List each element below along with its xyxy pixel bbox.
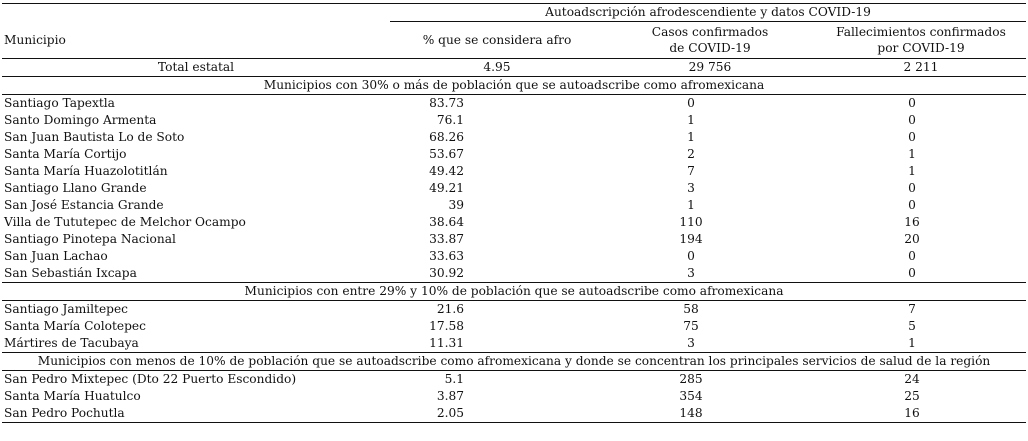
cell-pct: 2.05	[390, 405, 604, 423]
cell-municipio: San Sebastián Ixcapa	[2, 265, 390, 283]
cell-fallecimientos: 16	[904, 215, 920, 229]
total-fallecimientos: 2 211	[816, 59, 1026, 77]
cell-fallecimientos: 0	[908, 249, 916, 263]
cell-fallecimientos: 24	[904, 372, 920, 386]
cell-municipio: Santa María Huatulco	[4, 389, 141, 403]
cell-casos: 1	[687, 113, 695, 127]
total-pct: 4.95	[390, 59, 604, 77]
col-header-fallecimientos	[816, 22, 1026, 59]
cell-fallecimientos: 25	[904, 389, 920, 403]
section-title: Municipios con 30% o más de población que se autoadscribe como afromexicana	[2, 77, 1026, 95]
group-header-row	[2, 4, 1026, 22]
table-row	[2, 112, 1026, 129]
cell-pct: 68.26	[429, 130, 464, 144]
table-row	[2, 248, 1026, 265]
table-row	[2, 129, 1026, 146]
section-title: Municipios con entre 29% y 10% de población que se autoadscribe como afromexicana	[2, 283, 1026, 301]
cell-casos: 194	[679, 232, 703, 246]
cell-fallecimientos: 0	[908, 130, 916, 144]
cell-pct: 49.42	[429, 164, 464, 178]
table-row	[2, 318, 1026, 335]
cell-municipio: Santiago Llano Grande	[4, 181, 147, 195]
cell-pct: 3.87	[436, 389, 464, 403]
cell-pct: 17.58	[429, 319, 464, 333]
cell-casos: 0	[687, 96, 695, 110]
covid-afro-table	[2, 3, 1026, 423]
cell-casos: 3	[604, 335, 816, 353]
cell-municipio: Santa María Colotepec	[4, 319, 146, 333]
table-row	[2, 95, 1026, 113]
cell-pct: 5.1	[444, 372, 464, 386]
section-header	[2, 283, 1026, 301]
cell-municipio: Santo Domingo Armenta	[4, 113, 157, 127]
section-header	[2, 353, 1026, 371]
col-header-pct: % que se considera afro	[390, 22, 604, 59]
section-title: Municipios con menos de 10% de población que se autoadscribe como afromexicana y donde se concentran los principales servicios de salud de la región	[2, 353, 1026, 371]
cell-casos: 58	[683, 302, 699, 316]
cell-fallecimientos: 16	[816, 405, 1026, 423]
cell-casos: 110	[679, 215, 703, 229]
cell-fallecimientos: 0	[908, 181, 916, 195]
cell-casos: 285	[679, 372, 703, 386]
table-row	[2, 371, 1026, 389]
cell-municipio: San Juan Bautista Lo de Soto	[4, 130, 185, 144]
cell-casos: 354	[679, 389, 703, 403]
table-row	[2, 197, 1026, 214]
cell-fallecimientos: 0	[816, 265, 1026, 283]
cell-municipio: Santiago Pinotepa Nacional	[4, 232, 176, 246]
cell-pct: 21.6	[436, 302, 464, 316]
table-row	[2, 405, 1026, 423]
cell-pct: 33.87	[429, 232, 464, 246]
cell-municipio: Santiago Tapextla	[4, 96, 115, 110]
table-row	[2, 180, 1026, 197]
table-row	[2, 214, 1026, 231]
cell-fallecimientos: 0	[908, 96, 916, 110]
cell-municipio: Mártires de Tacubaya	[2, 335, 390, 353]
col-header-municipio: Municipio	[2, 22, 390, 59]
cell-pct: 53.67	[429, 147, 464, 161]
cell-casos: 0	[687, 249, 695, 263]
cell-municipio: Santa María Huazolotitlán	[4, 164, 168, 178]
cell-casos: 2	[687, 147, 695, 161]
cell-municipio: San Juan Lachao	[4, 249, 108, 263]
group-header: Autoadscripción afrodescendiente y datos COVID-19	[390, 4, 1026, 22]
cell-municipio: Santa María Cortijo	[4, 147, 127, 161]
table-row	[2, 265, 1026, 283]
cell-pct: 39	[448, 198, 464, 212]
table-row	[2, 231, 1026, 248]
col-header-fall-line2: por COVID-19	[877, 41, 965, 55]
cell-pct: 49.21	[429, 181, 464, 195]
col-header-casos-line1: Casos confirmados	[651, 25, 769, 39]
table-row	[2, 163, 1026, 180]
col-header-casos	[604, 22, 816, 59]
cell-municipio: Villa de Tututepec de Melchor Ocampo	[4, 215, 246, 229]
cell-fallecimientos: 1	[908, 147, 916, 161]
cell-pct: 33.63	[429, 249, 464, 263]
table-row	[2, 335, 1026, 353]
col-header-fall-line1: Fallecimientos confirmados	[836, 25, 1006, 39]
cell-fallecimientos: 7	[908, 302, 916, 316]
cell-fallecimientos: 0	[908, 198, 916, 212]
cell-fallecimientos: 5	[908, 319, 916, 333]
cell-casos: 3	[687, 181, 695, 195]
col-header-casos-line2: de COVID-19	[669, 41, 751, 55]
cell-casos: 148	[604, 405, 816, 423]
cell-municipio: Santiago Jamiltepec	[4, 302, 128, 316]
table-row	[2, 146, 1026, 163]
cell-fallecimientos: 20	[904, 232, 920, 246]
total-row	[2, 59, 1026, 77]
section-header	[2, 77, 1026, 95]
cell-casos: 1	[687, 198, 695, 212]
cell-municipio: San Pedro Pochutla	[2, 405, 390, 423]
cell-pct: 11.31	[390, 335, 604, 353]
cell-fallecimientos: 1	[816, 335, 1026, 353]
cell-pct: 76.1	[436, 113, 464, 127]
table-row	[2, 388, 1026, 405]
cell-casos: 1	[687, 130, 695, 144]
cell-pct: 30.92	[390, 265, 604, 283]
column-header-row	[2, 22, 1026, 59]
cell-fallecimientos: 1	[908, 164, 916, 178]
table-row	[2, 301, 1026, 319]
cell-casos: 7	[687, 164, 695, 178]
total-label: Total estatal	[2, 59, 390, 77]
cell-pct: 83.73	[429, 96, 464, 110]
cell-municipio: San José Estancia Grande	[4, 198, 164, 212]
total-casos: 29 756	[604, 59, 816, 77]
cell-casos: 75	[683, 319, 699, 333]
cell-pct: 38.64	[429, 215, 464, 229]
cell-municipio: San Pedro Mixtepec (Dto 22 Puerto Escondido)	[4, 372, 297, 386]
cell-fallecimientos: 0	[908, 113, 916, 127]
cell-casos: 3	[604, 265, 816, 283]
